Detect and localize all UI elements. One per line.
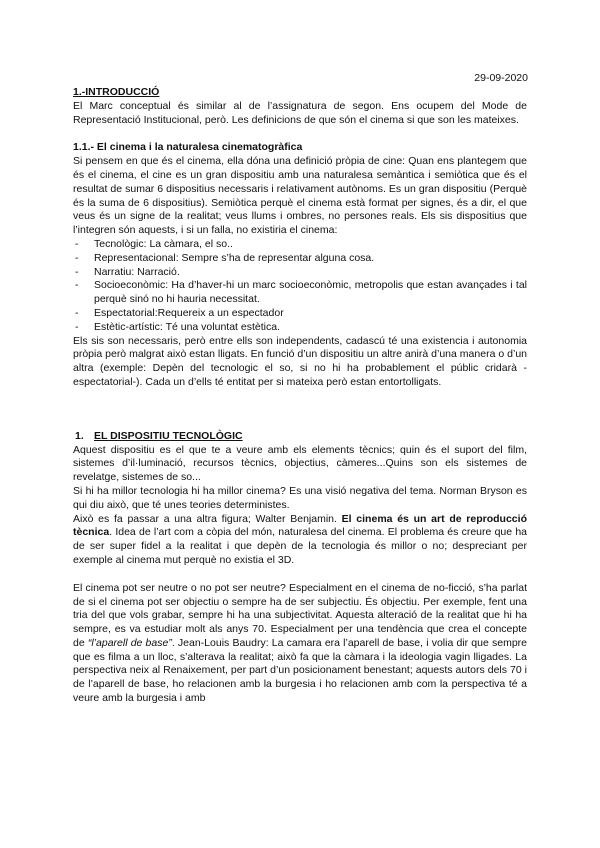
italic-term: “l’aparell de base” (87, 636, 172, 649)
paragraph-text: El cinema pot ser neutre o no pot ser neutre? Especialment en el cinema de no-ficció, s’ha parlat de si el cinema pot ser objectiu o sempre ha de ser subjectiu. És objectiu. Per exemple, fent una tria del que vols grabar, sempre hi ha una subjectivitat. Aquesta alteració de la realitat que hi ha sempre, es va estudiar molt als anys 70. Especialment per una tendència que crea el concepte de (73, 581, 527, 649)
list-item: - Estètic-artístic: Té una voluntat estètica. (73, 321, 527, 335)
tecnologic-paragraph-2: Si hi ha millor tecnologia hi ha millor cinema? Es una visió negativa del tema. Norman Bryson es qui diu això, que té unes teories deterministes. (73, 484, 527, 511)
definition-paragraph: Si pensem en que és el cinema, ella dóna una definició pròpia de cine: Quan ens plantegem que és el cinema, el cine es un gran dispositiu amb una naturalesa semàntica i semiòtica que és el resultat de sumar 6 dispositius necessaris i relativament autònoms. Es un gran dispositiu (Perquè és la suma de 6 dispositius). Semiòtica perquè el cinema està format per signes, és a dir, el que veus és un signe de la realitat; veus llums i ombres, no persones reals. Els sis dispositius que l’integren són aquests, i si un falla, no existiria el cinema: (73, 155, 527, 237)
dispositius-list (73, 238, 527, 335)
section-title: EL DISPOSITIU TECNOLÒGIC (94, 429, 243, 442)
tecnologic-paragraph-4 (73, 582, 527, 706)
list-item: - Narratiu: Narració. (73, 266, 527, 280)
list-item: - Socioeconòmic: Ha d’haver-hi un marc socioeconòmic, metropolis que estan avançades i tal perquè sinó no hi hauria necessitat. (73, 279, 527, 307)
paragraph-text: Això es fa passar a una altra figura; Walter Benjamin. (73, 512, 342, 525)
tecnologic-paragraph-3 (73, 513, 527, 568)
heading-introduccio: 1.-INTRODUCCIÓ (73, 86, 160, 98)
list-item: - Representacional: Sempre s’ha de representar alguna cosa. (73, 252, 527, 266)
intro-paragraph: El Marc conceptual és similar al de l’assignatura de segon. Ens ocupem del Mode de Representació Institucional, però. Les definicions de que són el cinema si que son les mateixes. (73, 99, 527, 126)
list-item: - Espectatorial:Requereix a un espectador (73, 307, 527, 321)
bold-statement: El cinema és un art de reproducció tècnica (73, 512, 527, 539)
tecnologic-paragraph-1: Aquest dispositiu es el que te a veure amb els elements tècnics; quin és el suport del film, sistemes d’il·luminació, recursos tècnics, objectius, càmeres...Quins son els sistemes de revelatge, sistemes de so... (73, 443, 527, 484)
heading-dispositiu-tecnologic (73, 430, 527, 444)
paragraph-text: . Jean-Louis Baudry: La camara era l’aparell de base, i volia dir que sempre que es filma a un lloc, s’alterava la realitat; això fa que la càmara i la ideologia vagin lligades. La perspectiva neix al Renaixement, per part d’un posicionament benestant; aquests autors dels 70 i de l’aparell de base, ho relacionen amb la burgesia i ho relacionen amb com la perspectiva té a veure amb la burgesia i amb (73, 636, 527, 705)
paragraph-text: . Idea de l’art com a còpia del món, naturalesa del cinema. El problema és creure que ha de ser super fidel a la realitat i que depèn de la tecnologia és millor o no; despreciant per exemple al cinema mut perquè no existia el 3D. (73, 526, 527, 566)
document-body (73, 86, 527, 706)
section-number: 1. (75, 429, 84, 442)
dispositius-summary-paragraph: Els sis son necessaris, però entre ells son independents, cadascú té una existencia i autonomia pròpia però malgrat això estan lligats. En funció d’un dispositiu un altre anirà d’una manera o d’un altra (exemple: Depèn del tecnologic el so, si no hi ha probablement el públic cridarà - espectatorial-). Cada un d’ells té entitat per si mateixa però estan entortolligats. (73, 334, 527, 388)
document-date: 29-09-2020 (474, 72, 528, 84)
list-item: - Tecnològic: La càmara, el so.. (73, 238, 527, 252)
heading-cinema-naturalesa: 1.1.- El cinema i la naturalesa cinematogràfica (73, 141, 303, 154)
